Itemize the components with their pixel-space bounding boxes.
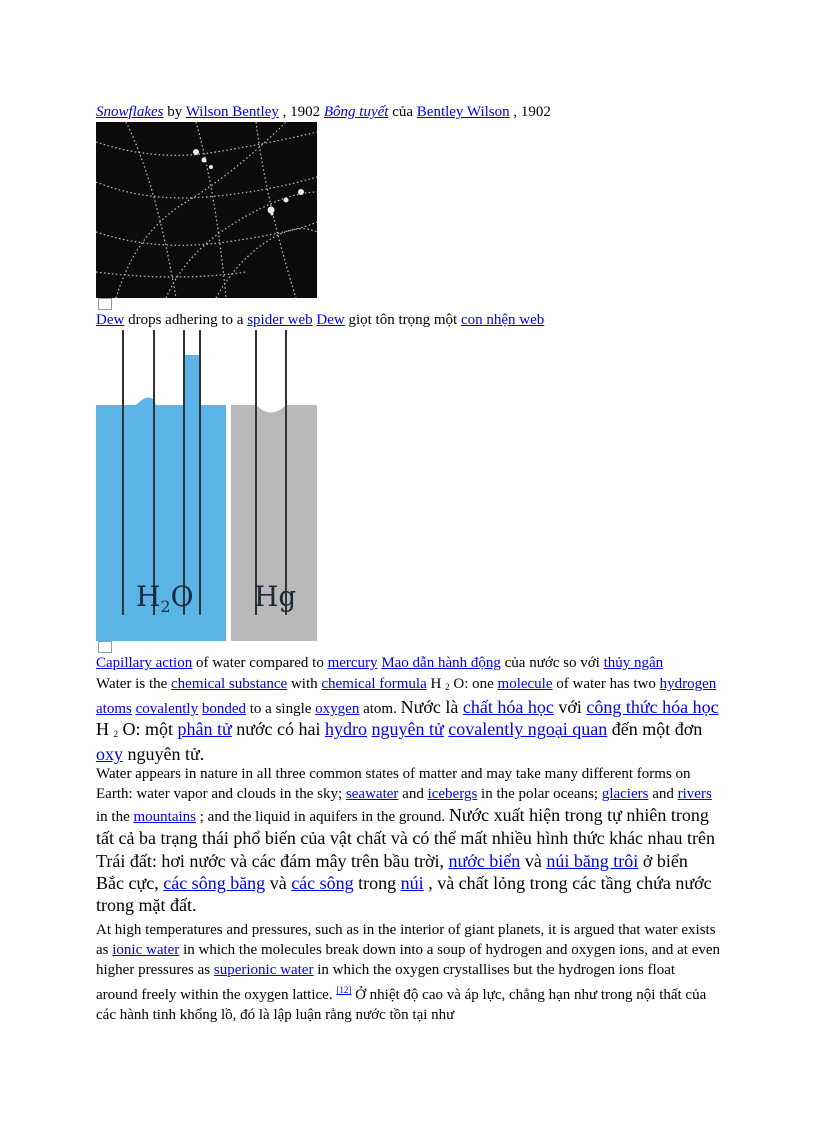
caption-text: của (388, 104, 417, 120)
text: O: one (449, 676, 498, 692)
link-bentley-wilson[interactable]: Bentley Wilson (416, 104, 510, 120)
caption-text: , 1902 (509, 104, 551, 120)
text: of water has two (552, 676, 660, 692)
link-nuoc-bien[interactable]: nước biển (448, 851, 521, 871)
subscript: 2 (445, 682, 450, 692)
reference-link[interactable]: [12] (336, 985, 352, 995)
dew-spider-web-image (96, 122, 317, 298)
text: in which the molecules break down into a soup of hydrogen and oxygen ions, and at even higher pressures as (96, 942, 721, 978)
text: in the polar oceans; (477, 786, 602, 802)
link-covalently[interactable]: covalently (135, 701, 199, 717)
link-ionic-water[interactable]: ionic water (112, 942, 180, 958)
text: ở biển Bắc cực, (96, 851, 688, 893)
link-rivers[interactable]: rivers (677, 786, 712, 802)
caption-text: by (163, 104, 186, 120)
text: trong (353, 873, 401, 893)
text: At high temperatures and pressures, such as in the interior of giant planets, it is argued that water exists as (96, 922, 716, 958)
text: H (426, 676, 446, 692)
link-thuy-ngan[interactable]: thủy ngân (603, 655, 664, 671)
text: Nước xuất hiện trong tự nhiên trong tất cả ba trạng thái phổ biến của vật chất và có thể mất nhiều hình thức khác nhau trên Trái đất: hơi nước và các đám mây trên bầu trời, (96, 805, 716, 871)
text: nguyên tử. (123, 744, 205, 764)
text: và (520, 851, 547, 871)
broken-image-icon (98, 298, 112, 310)
link-phan-tu[interactable]: phân tử (177, 719, 232, 739)
text: and (398, 786, 428, 802)
link-capillary-action[interactable]: Capillary action (96, 655, 193, 671)
link-mao-dan[interactable]: Mao dẫn hành động (381, 655, 501, 671)
link-icebergs[interactable]: icebergs (427, 786, 478, 802)
subscript: 2 (113, 729, 118, 739)
text: và (265, 873, 292, 893)
caption-text: drops adhering to a (124, 312, 248, 328)
link-snowflakes[interactable]: Snowflakes (96, 104, 164, 120)
link-cac-song[interactable]: các sông (291, 873, 354, 893)
text: and (648, 786, 678, 802)
text: Water appears in nature in all three common states of matter and may take many different forms on Earth: water vapor and clouds in the sky; (96, 766, 691, 802)
text: nước có hai (231, 719, 326, 739)
dew-caption (96, 310, 544, 330)
paragraph-water-states (96, 764, 720, 917)
label-hg: Hg (254, 580, 297, 613)
snowflakes-caption (96, 102, 551, 122)
link-covalently-ngoai-quan[interactable]: covalently ngoại quan (448, 719, 608, 739)
paragraph-high-pressure (96, 920, 720, 1025)
text: atom. (359, 701, 401, 717)
link-bong-tuyet[interactable]: Bông tuyết (323, 104, 389, 120)
link-nui[interactable]: núi (400, 873, 424, 893)
link-con-nhen-web[interactable]: con nhện web (460, 312, 545, 328)
link-wilson-bentley[interactable]: Wilson Bentley (185, 104, 279, 120)
link-oxygen[interactable]: oxygen (315, 701, 360, 717)
caption-text: của nước so với (500, 655, 604, 671)
text: đến một đơn (607, 719, 703, 739)
link-glaciers[interactable]: glaciers (601, 786, 649, 802)
text: H (96, 719, 114, 739)
text: với (553, 697, 587, 717)
link-chemical-substance[interactable]: chemical substance (171, 676, 288, 692)
link-superionic-water[interactable]: superionic water (213, 962, 314, 978)
link-dew[interactable]: Dew (96, 312, 125, 328)
caption-text: giọt tôn trọng một (344, 312, 461, 328)
text: to a single (246, 701, 316, 717)
link-nguyen-tu[interactable]: nguyên tử (371, 719, 444, 739)
text: Nước là (400, 697, 463, 717)
text: O: một (118, 719, 178, 739)
paragraph-water-definition (96, 674, 720, 766)
link-nui-bang-troi[interactable]: núi băng trôi (546, 851, 639, 871)
text: with (287, 676, 322, 692)
capillary-action-image (96, 330, 317, 641)
label-h2o: H (136, 580, 161, 613)
text: Water is the (96, 676, 172, 692)
link-bonded[interactable]: bonded (201, 701, 246, 717)
text: ; and the liquid in aquifers in the ground. (196, 809, 449, 825)
link-seawater[interactable]: seawater (345, 786, 399, 802)
caption-text: of water compared to (192, 655, 328, 671)
text: in which the oxygen crystallises but the hydrogen ions float around freely within the oxygen lattice. (96, 962, 676, 1003)
text: in the (96, 809, 134, 825)
link-spider-web[interactable]: spider web (247, 312, 313, 328)
link-molecule[interactable]: molecule (497, 676, 553, 692)
broken-image-icon (98, 641, 112, 653)
caption-text: , 1902 (278, 104, 324, 120)
text: Ở nhiệt độ cao và áp lực, chẳng hạn như trong nội thất của các hành tinh khổng lồ, đó là lập luận rằng nước tồn tại như (96, 987, 707, 1023)
link-hydro[interactable]: hydro (325, 719, 368, 739)
link-chat-hoa-hoc[interactable]: chất hóa học (462, 697, 554, 717)
link-chemical-formula[interactable]: chemical formula (321, 676, 427, 692)
link-cong-thuc-hoa-hoc[interactable]: công thức hóa học (586, 697, 719, 717)
link-atoms[interactable]: atoms (96, 701, 132, 717)
link-dew-vi[interactable]: Dew (316, 312, 345, 328)
link-mercury[interactable]: mercury (327, 655, 378, 671)
link-hydrogen[interactable]: hydrogen (659, 676, 717, 692)
capillary-caption (96, 653, 663, 673)
svg-text:H2O: $H_2O$ (136, 580, 194, 616)
link-mountains[interactable]: mountains (133, 809, 196, 825)
link-oxy[interactable]: oxy (96, 744, 123, 764)
text: , và chất lỏng trong các tầng chứa nước trong mặt đất. (96, 873, 712, 915)
link-cac-song-bang[interactable]: các sông băng (163, 873, 266, 893)
